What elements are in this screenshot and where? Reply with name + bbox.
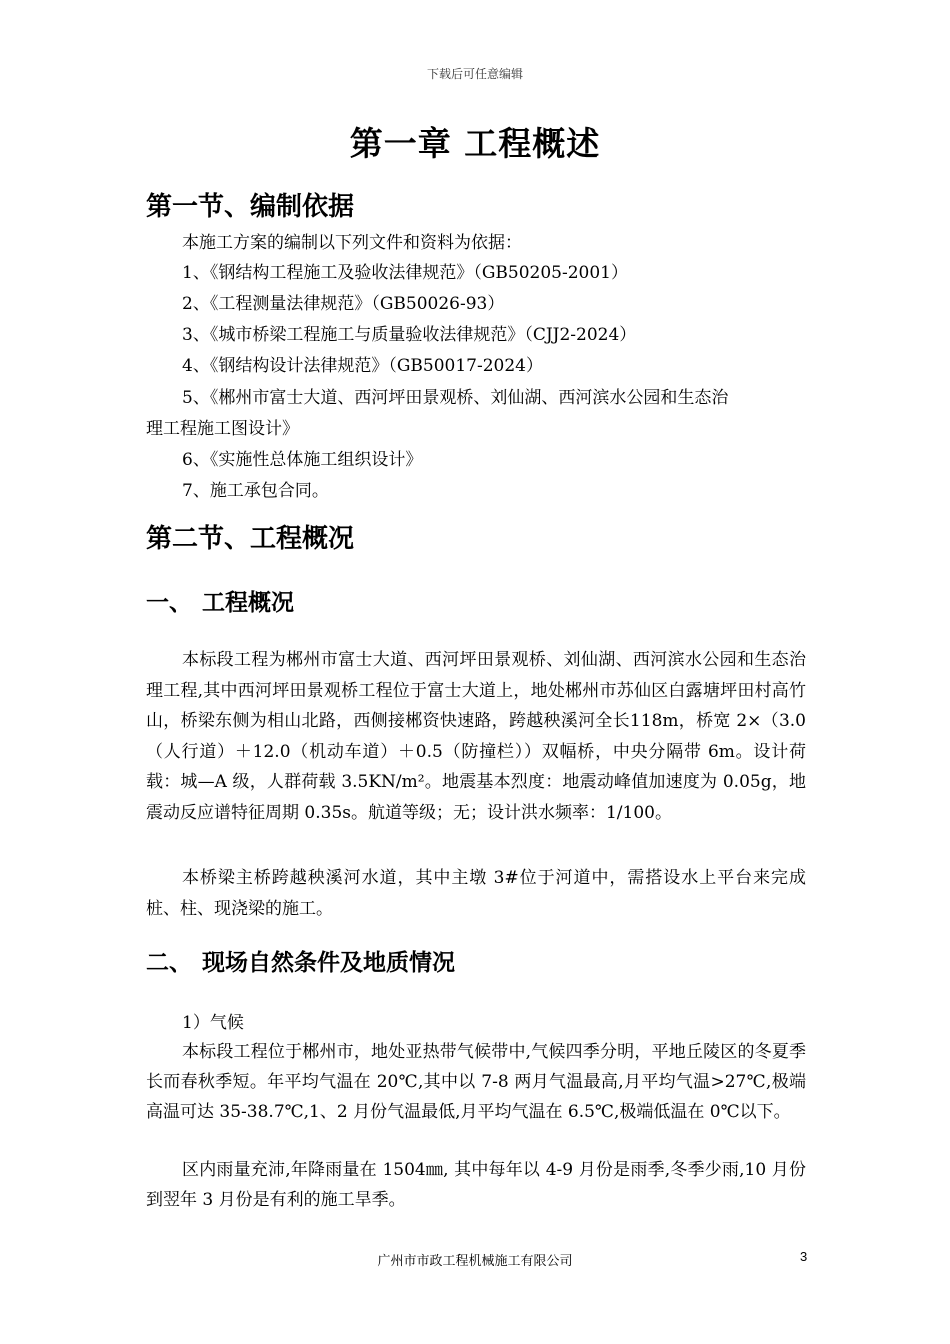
climate-label: 1）气候 [182, 1013, 244, 1033]
basis-intro: 本施工方案的编制以下列文件和资料为依据： [182, 233, 522, 253]
overview-paragraph: 本标段工程为郴州市富士大道、西河坪田景观桥、刘仙湖、西河滨水公园和生态治理工程,其中西河坪田景观桥工程位于富士大道上，地处郴州市苏仙区白露塘坪田村高竹山，桥梁东侧为相山北路，西侧接郴资快速路，跨越秧溪河全长118m，桥宽 2×（3.0（人行道）＋12.0（机动车道）＋0.5（防撞栏））双幅桥，中央分隔带 6m。设计荷载：城—A 级，人群荷载 3.5KN/m²。地震基本烈度：地震动峰值加速度为 0.05g，地震动反应谱特征周期 0.35s。航道等级；无；设计洪水频率：1/100。 [146, 650, 806, 823]
chapter-title: 第一章 工程概述 [349, 124, 601, 163]
overview-paragraph-bridge: 本桥梁主桥跨越秧溪河水道，其中主墩 3#位于河道中，需搭设水上平台来完成桩、柱、现浇梁的施工。 [146, 868, 806, 919]
subsection-number: 二、 [146, 950, 192, 976]
rainfall-paragraph: 区内雨量充沛,年降雨量在 1504㎜, 其中每年以 4-9 月份是雨季,冬季少雨,10 月份到翌年 3 月份是有利的施工旱季。 [146, 1160, 806, 1210]
climate-paragraph: 本标段工程位于郴州市，地处亚热带气候带中,气候四季分明，平地丘陵区的冬夏季长而春秋季短。年平均气温在 20℃,其中以 7-8 两月气温最高,月平均气温>27℃,极端高温可达 35-38.7℃,1、2 月份气温最低,月平均气温在 6.5℃,极端低温在 0℃以下。 [146, 1042, 806, 1122]
basis-item: 1、《钢结构工程施工及验收法律规范》（GB50205-2001） [182, 263, 628, 283]
subsection-heading-overview [146, 584, 294, 617]
page-number: 3 [800, 1249, 808, 1264]
basis-item: 4、《钢结构设计法律规范》（GB50017-2024） [182, 356, 543, 376]
basis-item-continuation: 理工程施工图设计》 [146, 419, 299, 439]
basis-item: 3、《城市桥梁工程施工与质量验收法律规范》（CJJ2-2024） [182, 325, 637, 345]
subsection-title: 工程概况 [202, 590, 294, 616]
header-note: 下载后可任意编辑 [426, 67, 523, 81]
subsection-title: 现场自然条件及地质情况 [202, 950, 455, 976]
footer-company: 广州市市政工程机械施工有限公司 [377, 1254, 573, 1269]
subsection-number: 一、 [146, 590, 192, 616]
subsection-heading-site-conditions [146, 944, 455, 977]
section-heading-basis: 第一节、编制依据 [146, 192, 355, 222]
basis-item: 7、施工承包合同。 [182, 481, 329, 501]
basis-item: 5、《郴州市富士大道、西河坪田景观桥、刘仙湖、西河滨水公园和生态治 [182, 388, 729, 408]
basis-item: 2、《工程测量法律规范》（GB50026-93） [182, 294, 505, 314]
basis-item: 6、《实施性总体施工组织设计》 [182, 450, 423, 470]
section-heading-overview: 第二节、工程概况 [146, 524, 355, 554]
